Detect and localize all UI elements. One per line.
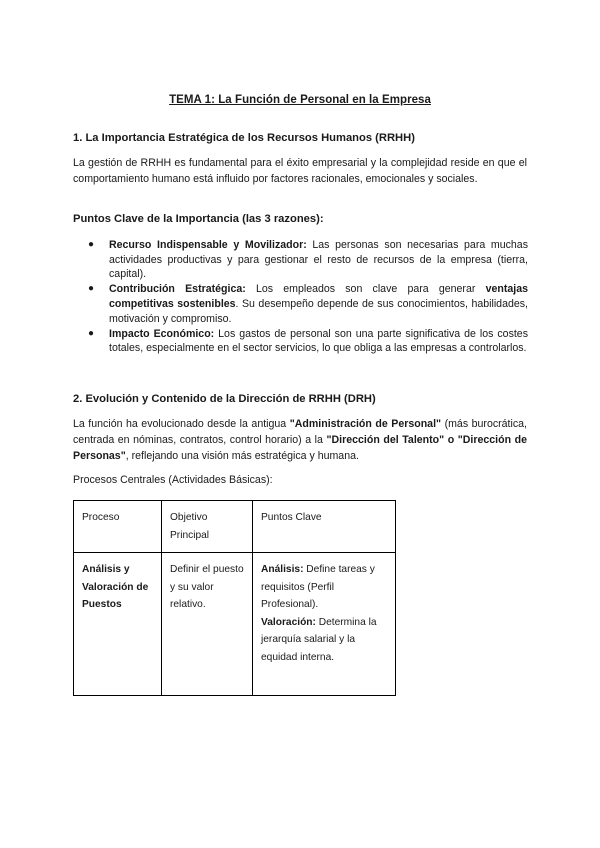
paragraph-text: , reflejando una visión más estratégica y humana. [125,450,359,462]
list-item [88,282,528,326]
new-term: "Dirección del Talento" o "Dirección de Personas" [73,434,527,462]
cell-key-points [253,553,396,696]
processes-table [73,500,396,696]
key-point-label: Análisis: [261,564,304,575]
header-cell-key-points: Puntos Clave [253,501,396,553]
section-1-paragraph: La gestión de RRHH es fundamental para el éxito empresarial y la complejidad reside en que el comportamiento humano está influido por factores racionales, emocionales y sociales. [73,157,527,185]
bullet-label: Recurso Indispensable y Movilizador: [109,239,307,251]
cell-objective: Definir el puesto y su valor relativo. [162,553,253,696]
bullet-emphasis: ventajas competitivas sostenibles [109,283,528,310]
section-2-paragraph [73,416,527,464]
bullet-icon: ● [88,283,95,295]
list-item [88,238,528,282]
key-points-subheading: Puntos Clave de la Importancia (las 3 razones): [73,213,324,225]
page-title: TEMA 1: La Función de Personal en la Empresa [169,94,431,106]
key-point-text: Determina la jerarquía salarial y la equidad interna. [261,616,377,663]
bullet-text: Los empleados son clave para generar [245,283,486,296]
key-point-label: Valoración: [261,616,316,628]
paragraph-text: (más burocrática, centrada en nóminas, contratos, control horario) a la [73,418,527,446]
table-row [74,553,396,696]
bullet-label: Contribución Estratégica: [109,283,246,296]
bullet-text: . Su desempeño depende de sus conocimientos, habilidades, motivación y compromiso. [109,297,528,325]
bullet-label: Impacto Económico: [109,327,215,340]
bullet-text: Las personas son necesarias para muchas actividades productivas y para gestionar el resto de recursos de la empresa (tierra, capital). [109,239,528,281]
cell-process: Análisis y Valoración de Puestos [74,553,162,696]
key-points-list [88,238,528,357]
bullet-icon: ● [88,239,95,250]
key-point-text: Define tareas y requisitos (Perfil Profesional). [261,564,375,610]
old-term: "Administración de Personal" [289,418,442,430]
paragraph-text: La función ha evolucionado desde la antigua [73,418,290,430]
header-cell-process: Proceso [74,501,162,553]
list-item [88,327,528,356]
section-1-heading: 1. La Importancia Estratégica de los Recursos Humanos (RRHH) [73,132,415,144]
bullet-icon: ● [88,327,95,339]
bullet-text: Los gastos de personal son una parte significativa de los costes totales, especialmente en el sector servicios, lo que obliga a las empresas a controlarlos. [109,327,528,355]
table-header-row [74,501,396,553]
header-cell-objective: Objetivo Principal [162,501,253,553]
processes-label: Procesos Centrales (Actividades Básicas): [73,474,273,486]
section-2-heading: 2. Evolución y Contenido de la Dirección de RRHH (DRH) [73,393,376,405]
